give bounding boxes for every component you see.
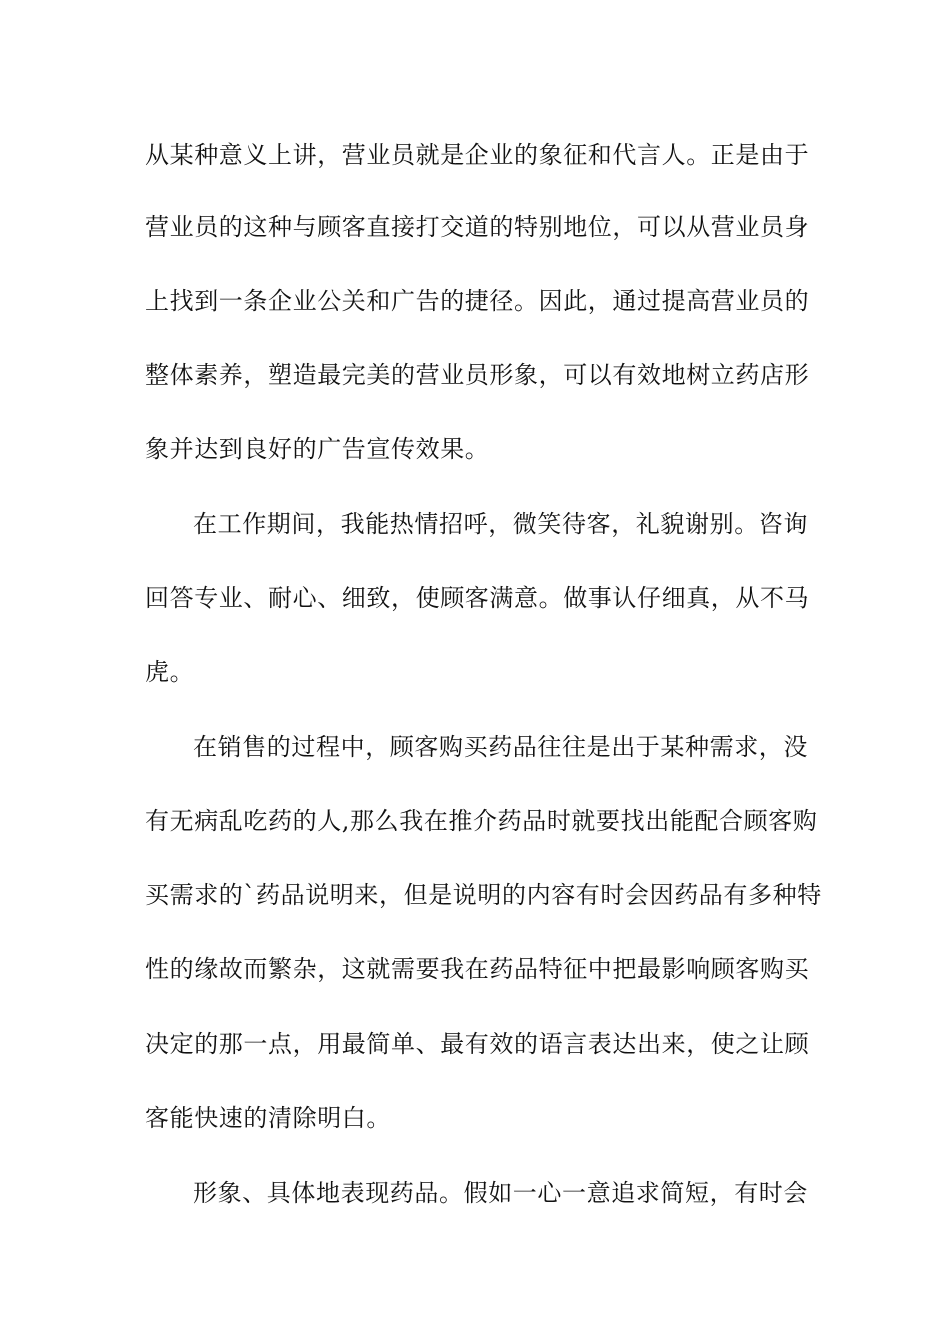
- paragraph-1-line-5: 象并达到良好的广告宣传效果。: [145, 435, 490, 463]
- paragraph-3-line-5: 决定的那一点，用最简单、最有效的语言表达出来，使之让顾: [145, 1030, 810, 1058]
- paragraph-2-line-1: 在工作期间，我能热情招呼，微笑待客，礼貌谢别。咨询: [193, 510, 808, 538]
- paragraph-1-line-3: 上找到一条企业公关和广告的捷径。因此，通过提高营业员的: [145, 287, 810, 315]
- paragraph-3-line-2: 有无病乱吃药的人,那么我在推介药品时就要找出能配合顾客购: [145, 807, 818, 835]
- paragraph-1-line-2: 营业员的这种与顾客直接打交道的特别地位，可以从营业员身: [145, 213, 810, 241]
- paragraph-2-line-2: 回答专业、耐心、细致，使顾客满意。做事认仔细真，从不马: [145, 584, 810, 612]
- paragraph-2-line-3: 虎。: [145, 658, 195, 686]
- paragraph-3-line-4: 性的缘故而繁杂，这就需要我在药品特征中把最影响顾客购买: [145, 955, 810, 983]
- paragraph-4-line-1: 形象、具体地表现药品。假如一心一意追求简短，有时会: [193, 1179, 808, 1207]
- paragraph-1-line-4: 整体素养，塑造最完美的营业员形象，可以有效地树立药店形: [145, 361, 810, 389]
- paragraph-1-line-1: 从某种意义上讲，营业员就是企业的象征和代言人。正是由于: [145, 141, 810, 169]
- paragraph-3-line-1: 在销售的过程中，顾客购买药品往往是出于某种需求，没: [193, 733, 808, 761]
- paragraph-3-line-3: 买需求的`药品说明来，但是说明的内容有时会因药品有多种特: [145, 881, 822, 909]
- paragraph-3-line-6: 客能快速的清除明白。: [145, 1104, 391, 1132]
